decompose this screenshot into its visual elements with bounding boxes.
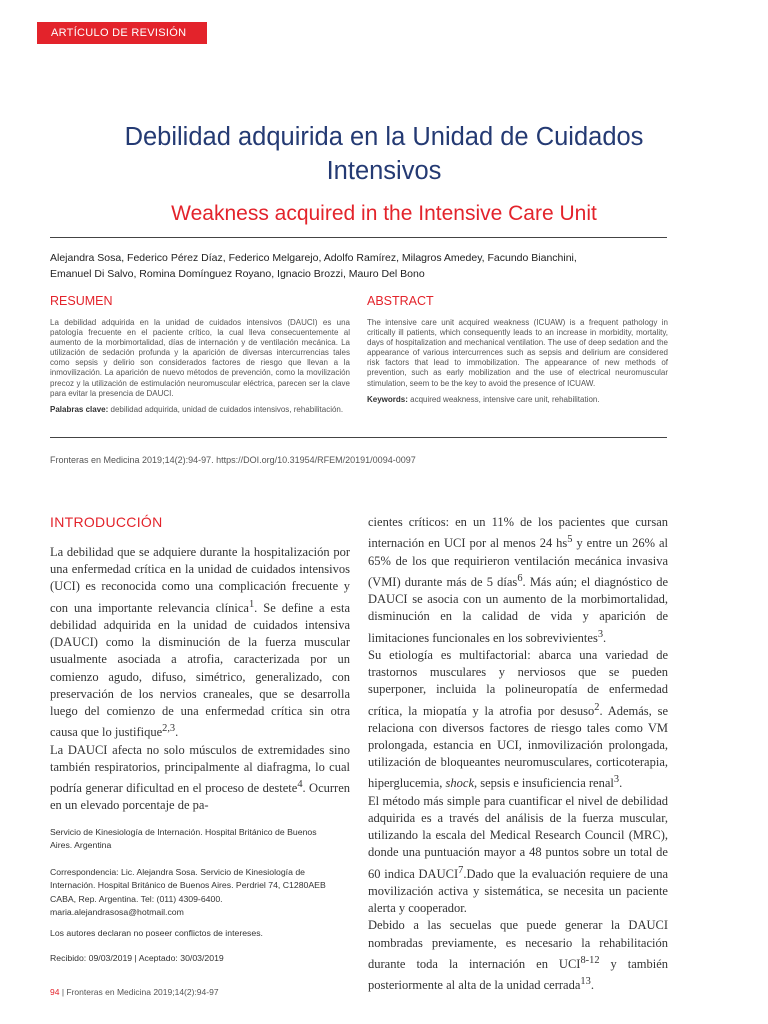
reference: 5 <box>567 534 573 546</box>
column-right <box>368 514 668 995</box>
conflicts-note: Los autores declaran no poseer conflictos de intereses. <box>50 928 263 938</box>
paragraph: La debilidad que se adquiere durante la hospitalización por una enfermedad crítica en la unidad de cuidados intensivos (UCI) es reconocida como una complicación frecuente y con una importante relevancia clínica$^1$. Se define a esta debilidad adquirida en la unidad de cuidados intensiva (DAUCI) como la disminución de la fuerza muscular usualmente asociada a atrofia, caracterizada por un comienzo agudo, difuso, simétrico, generalizado, con preservación de los nervios craneales, que se desarrolla luego del comienzo de una enfermedad crítica sin otra causa que lo justifique$^{2,3}$. <box>50 545 350 740</box>
paragraph: cientes críticos: en un 11% de los pacientes que cursan internación en UCI por al menos 24 $hs^5$ y entre un 26% al 65% de los que requirieron ventilación mecánica invasiva (VMI) durante más de 5 días$^6$. Más aún; el diagnóstico de DAUCI se asocia con un aumento de la morbimortalidad, disminución en la calidad de vida y aparición de limitaciones funcionales en los sobrevivientes$^3$. <box>368 515 669 645</box>
section-banner: ARTÍCULO DE REVISIÓN <box>37 22 207 44</box>
reference: 3 <box>597 628 604 640</box>
resumen-heading: RESUMEN <box>50 294 113 308</box>
page-footer <box>50 987 219 997</box>
reference: 2,3 <box>162 723 176 735</box>
author-list <box>50 250 670 282</box>
correspondence-note: Correspondencia: Lic. Alejandra Sosa. Servicio de Kinesiología de Internación. Hospital Británico de Buenos Aires. Perdriel 74, C1280AEB CABA, Rep. Argentina. Tel: (011) 4309-6400. maria.alejandrasosa@hotmail.com <box>50 867 326 918</box>
divider-abstract <box>50 437 667 438</box>
keywords-text: debilidad adquirida, unidad de cuidados intensivos, rehabilitación. <box>110 404 344 414</box>
reference: 3 <box>613 774 620 786</box>
reference: 13 <box>580 976 591 988</box>
page-title <box>40 120 728 188</box>
page-number: 94 <box>50 987 60 997</box>
abstract-text: The intensive care unit acquired weakness (ICUAW) is a frequent pathology in critically ill patients, which consequently leads to an increase in morbidity, mortality, days of hospitalization and mechanical ventilation. The use of deep sedation and the appearance of various intercurrences such as sepsis and delirium are considered risk factors that lead to immobilization. The appearance of new methods of prevention, such as early mobilization and the use of electrical neuromuscular stimulation, seem to be the key to avoid the presence of ICUAW. <box>367 318 668 388</box>
reference: 6 <box>517 572 523 584</box>
title-line-2: Intensivos <box>326 157 442 185</box>
keywords-label-en: Keywords: <box>367 394 408 404</box>
keywords-label: Palabras clave: <box>50 404 109 414</box>
resumen-section <box>50 294 350 415</box>
section-heading-introduccion: INTRODUCCIÓN <box>50 514 163 530</box>
emphasis: shock <box>445 776 474 791</box>
keywords-text-en: acquired weakness, intensive care unit, rehabilitation. <box>410 394 600 404</box>
paragraph: Su etiología es multifactorial: abarca una variedad de trastornos musculares y nerviosos que se pueden superponer, incluida la polineuropatía de enfermedad crítica, la miopatía y la atrofia por desuso$^2$. Además, se relaciona con diversos factores de riesgo tales como VM prolongada, estancia en UCI, inmovilización prolongada, utilización de bloqueantes neuromusculares, corticoterapia, hiperglucemia, shock, sepsis e insuficiencia renal$^3$. <box>368 647 668 791</box>
resumen-keywords <box>50 405 350 415</box>
paragraph: El método más simple para cuantificar el nivel de debilidad adquirida es a través del análisis de la fuerza muscular, utilizando la escala del Medical Research Council (MRC), donde una puntuación mayor a 48 puntos sobre un total de 60 indica DAUCI$^7$.Dado que la evaluación requiere de una movilización activa y sistemática, se necesita un paciente alerta y cooperador. <box>368 793 669 916</box>
abstract-heading: ABSTRACT <box>367 294 434 308</box>
english-title: Weakness acquired in the Intensive Care Unit <box>171 202 597 225</box>
reference: 8-12 <box>580 954 600 966</box>
journal-reference: | Fronteras en Medicina 2019;14(2):94-97 <box>59 987 219 997</box>
title-line-1: Debilidad adquirida en la Unidad de Cuidados <box>124 123 644 151</box>
paragraph: Debido a las secuelas que puede generar la DAUCI nombradas previamente, es necesario la rehabilitación durante toda la internación en UCI$^{8-12}$ y también posteriormente al alta de la unidad cerrada$^{13}$. <box>368 918 668 993</box>
citation-doi[interactable]: Fronteras en Medicina 2019;14(2):94-97. https://DOI.org/10.31954/RFEM/20191/0094-0097 <box>50 455 416 465</box>
paragraph: La DAUCI afecta no solo músculos de extremidades sino también respiratorios, principalmente al diafragma, lo cual podría generar dificultad en el proceso de destete$^4$. Ocurren en un elevado porcentaje de pa- <box>50 742 351 813</box>
reference: 2 <box>594 701 600 713</box>
affiliation-note: Servicio de Kinesiología de Internación. Hospital Británico de Buenos Aires. Argentina <box>50 827 317 851</box>
abstract-section <box>367 294 668 405</box>
authors-line-2: Emanuel Di Salvo, Romina Domínguez Royano, Ignacio Brozzi, Mauro Del Bono <box>50 268 425 280</box>
resumen-text: La debilidad adquirida en la unidad de cuidados intensivos (DAUCI) es una patología frecuente en el paciente crítico, la cual lleva consecuentemente al aumento de la morbimortalidad, días de internación y de ventilación mecánica. La utilización de sedación profunda y la aparición de diversas intercurrencias tales como sepsis y delirio son considerados factores de riesgo que llevan a la inmovilización. La aparición de nuevo métodos de prevención, como la movilización precoz y la utilización de estimulación neuromuscular eléctrica, parecen ser la clave para evitar la presencia de DAUCI. <box>50 318 350 398</box>
reference: 4 <box>297 778 303 790</box>
abstract-keywords <box>367 395 668 405</box>
divider-top <box>50 237 667 238</box>
dates-note: Recibido: 09/03/2019 | Aceptado: 30/03/2019 <box>50 953 224 963</box>
authors-line-1: Alejandra Sosa, Federico Pérez Díaz, Federico Melgarejo, Adolfo Ramírez, Milagros Amedey, Facundo Bianchini, <box>50 252 577 264</box>
reference: 7 <box>458 864 464 876</box>
reference: 1 <box>248 598 255 610</box>
column-left <box>50 544 350 815</box>
